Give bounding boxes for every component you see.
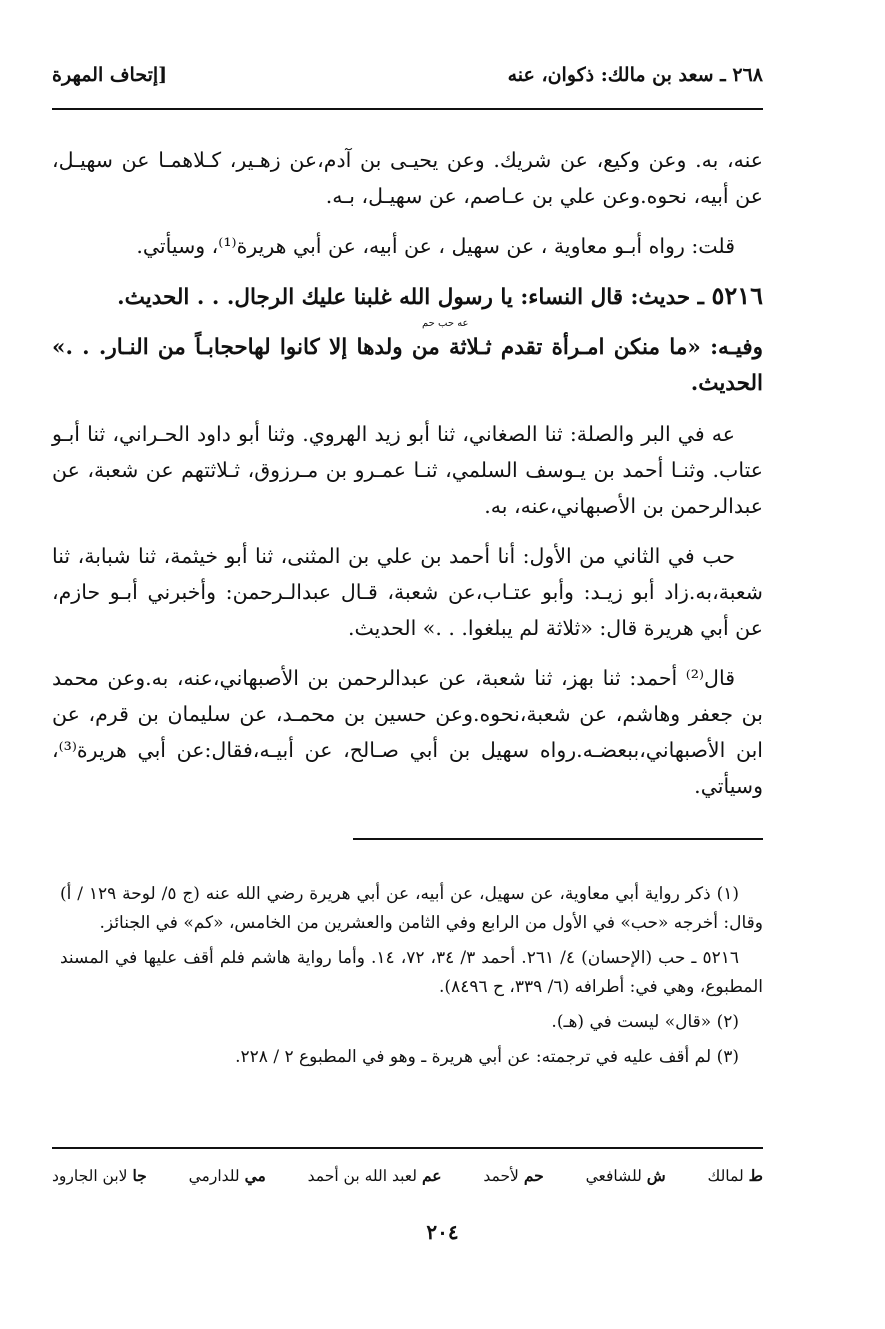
source-marks: عه حب حم bbox=[422, 318, 469, 329]
footnote-1: (١) ذكر رواية أبي معاوية، عن سهيل، عن أبيه، عن أبي هريرة رضي الله عنه (ج ٥/ لوحة ١٢٩ / أ) وقال: أخرجه «حب» في الأول من الرابع وفي الثامن والعشرين من الخامس، «كم» في الجنائز. bbox=[60, 884, 763, 933]
page-number: ٢٠٤ bbox=[426, 1220, 459, 1244]
header-rule bbox=[52, 108, 763, 110]
main-text bbox=[52, 142, 763, 818]
abbr-item: مي للدارمي bbox=[188, 1166, 266, 1185]
paragraph-ah: عه في البر والصلة: ثنا الصغاني، ثنا أبو زيد الهروي. وثنا أبو داود الحـراني، ثنا أبـو عتاب. وثنـا أحمد بن يـوسف السلمي، ثنـا عمـرو بن مـرزوق، ثـلاثتهم عن شعبة، عن عبدالرحمن بن الأصبهاني،عنه، به. bbox=[52, 422, 763, 518]
abbreviation-rule bbox=[52, 1147, 763, 1149]
footnote-2: ٥٢١٦ ـ حب (الإحسان) ٤/ ٢٦١. أحمد ٣/ ٣٤، ٧٢، ١٤. وأما رواية هاشم فلم أقف عليها في المسند المطبوع، وهي في: أطرافه (٦/ ٣٣٩، ح ٨٤٩٦). bbox=[60, 948, 763, 997]
footnotes bbox=[60, 880, 763, 1078]
footnote-3: (٢) «قال» ليست في (هـ). bbox=[551, 1012, 739, 1032]
paragraph-2: قلت: رواه أبـو معاوية ، عن سهيل ، عن أبيه، عن أبي هريرة⁽¹⁾، وسيأتي. bbox=[136, 234, 735, 258]
header-book-title: [إتحاف المهرة bbox=[52, 64, 168, 86]
abbr-item: جا لابن الجارود bbox=[52, 1166, 147, 1185]
abbr-item: عم لعبد الله بن أحمد bbox=[307, 1166, 442, 1185]
footnote-rule bbox=[353, 838, 763, 840]
paragraph-ahmad: قال⁽²⁾ أحمد: ثنا بهز، ثنا شعبة، عن عبدالرحمن بن الأصبهاني،عنه، به.وعن محمد بن جعفر وهاشم، عن شعبة،نحوه.وعن حسين بن محمـد، عن سليمان بن قرم، عن ابن الأصبهاني،ببعضـه.رواه سهيل بن أبي صـالح، عن أبيـه،فقال:عن أبي هريرة⁽³⁾، وسيأتي. bbox=[52, 666, 763, 798]
abbr-item: حم لأحمد bbox=[483, 1166, 544, 1185]
paragraph-hb: حب في الثاني من الأول: أنا أحمد بن علي بن المثنى، ثنا أبو خيثمة، ثنا شبابة، ثنا شعبة،به.زاد أبو زيـد: وأبو عتـاب،عن شعبة، قـال عبدالـرحمن: وأخبرني أبـو حازم، عن أبي هريرة قال: «ثلاثة لم يبلغوا. . .» الحديث. bbox=[52, 544, 763, 640]
hadith-number: ٥٢١٦ bbox=[711, 281, 763, 310]
abbreviation-key bbox=[52, 1166, 763, 1185]
hadith-title: ـ حديث: قال النساء: يا رسول الله غلبنا عليك الرجال. . . الحديث. bbox=[117, 285, 712, 310]
paragraph-1: عنه، به. وعن وكيع، عن شريك. وعن يحيـى بن آدم،عن زهـير، كـلاهمـا عن سهيـل، عن أبيه، نحوه.وعن علي بن عـاصم، عن سهيـل، بـه. bbox=[52, 148, 763, 208]
abbr-item: ش للشافعي bbox=[585, 1166, 666, 1185]
hadith-text bbox=[52, 318, 763, 402]
header-chapter: ٢٦٨ ـ سعد بن مالك: ذكوان، عنه bbox=[507, 64, 763, 86]
hadith-body: وفيـه: «ما منكن امـرأة تقدم ثـلاثة من ولدها إلا كانوا لهاحجابـاً من النـار. . .» الحديث. bbox=[52, 335, 763, 396]
abbr-item: ط لمالك bbox=[707, 1166, 763, 1185]
footnote-4: (٣) لم أقف عليه في ترجمته: عن أبي هريرة ـ وهو في المطبوع ٢ / ٢٢٨. bbox=[235, 1047, 739, 1067]
running-header bbox=[52, 58, 763, 92]
hadith-heading bbox=[52, 278, 763, 316]
